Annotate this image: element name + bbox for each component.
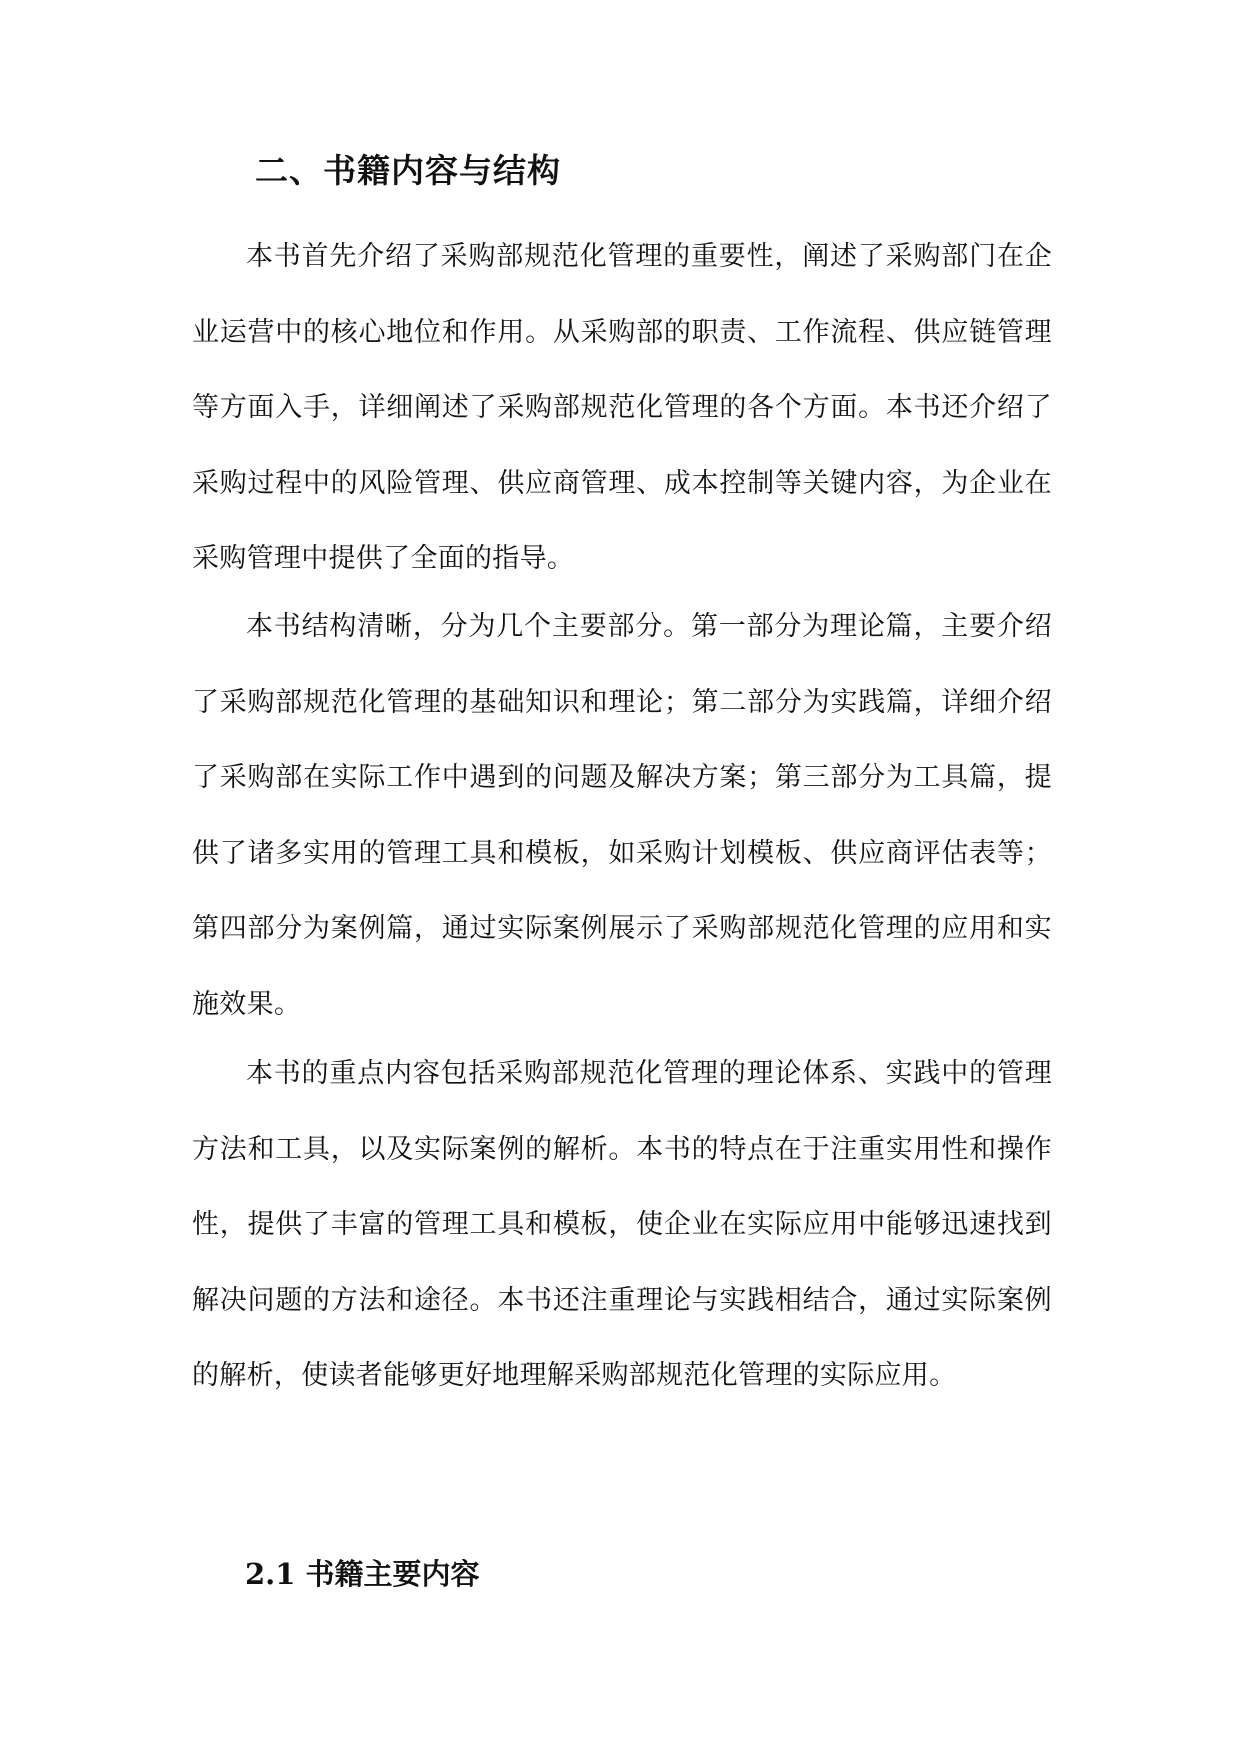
paragraph-features: 本书的重点内容包括采购部规范化管理的理论体系、实践中的管理方法和工具，以及实际案例的解析。本书的特点在于注重实用性和操作性，提供了丰富的管理工具和模板，使企业在实际应用中能够迅速找到解决问题的方法和途径。本书还注重理论与实践相结合，通过实际案例的解析，使读者能够更好地理解采购部规范化管理的实际应用。 [192,1058,1052,1391]
paragraph-introduction: 本书首先介绍了采购部规范化管理的重要性，阐述了采购部门在企业运营中的核心地位和作用。从采购部的职责、工作流程、供应链管理等方面入手，详细阐述了采购部规范化管理的各个方面。本书还介绍了采购过程中的风险管理、供应商管理、成本控制等关键内容，为企业在采购管理中提供了全面的指导。 [192,241,1052,574]
section-heading: 二、书籍内容与结构 [255,151,561,190]
subsection-heading: 2.1 书籍主要内容 [245,1557,480,1591]
paragraph-structure: 本书结构清晰，分为几个主要部分。第一部分为理论篇，主要介绍了采购部规范化管理的基础知识和理论；第二部分为实践篇，详细介绍了采购部在实际工作中遇到的问题及解决方案；第三部分为工具篇，提供了诸多实用的管理工具和模板，如采购计划模板、供应商评估表等；第四部分为案例篇，通过实际案例展示了采购部规范化管理的应用和实施效果。 [192,611,1052,1020]
